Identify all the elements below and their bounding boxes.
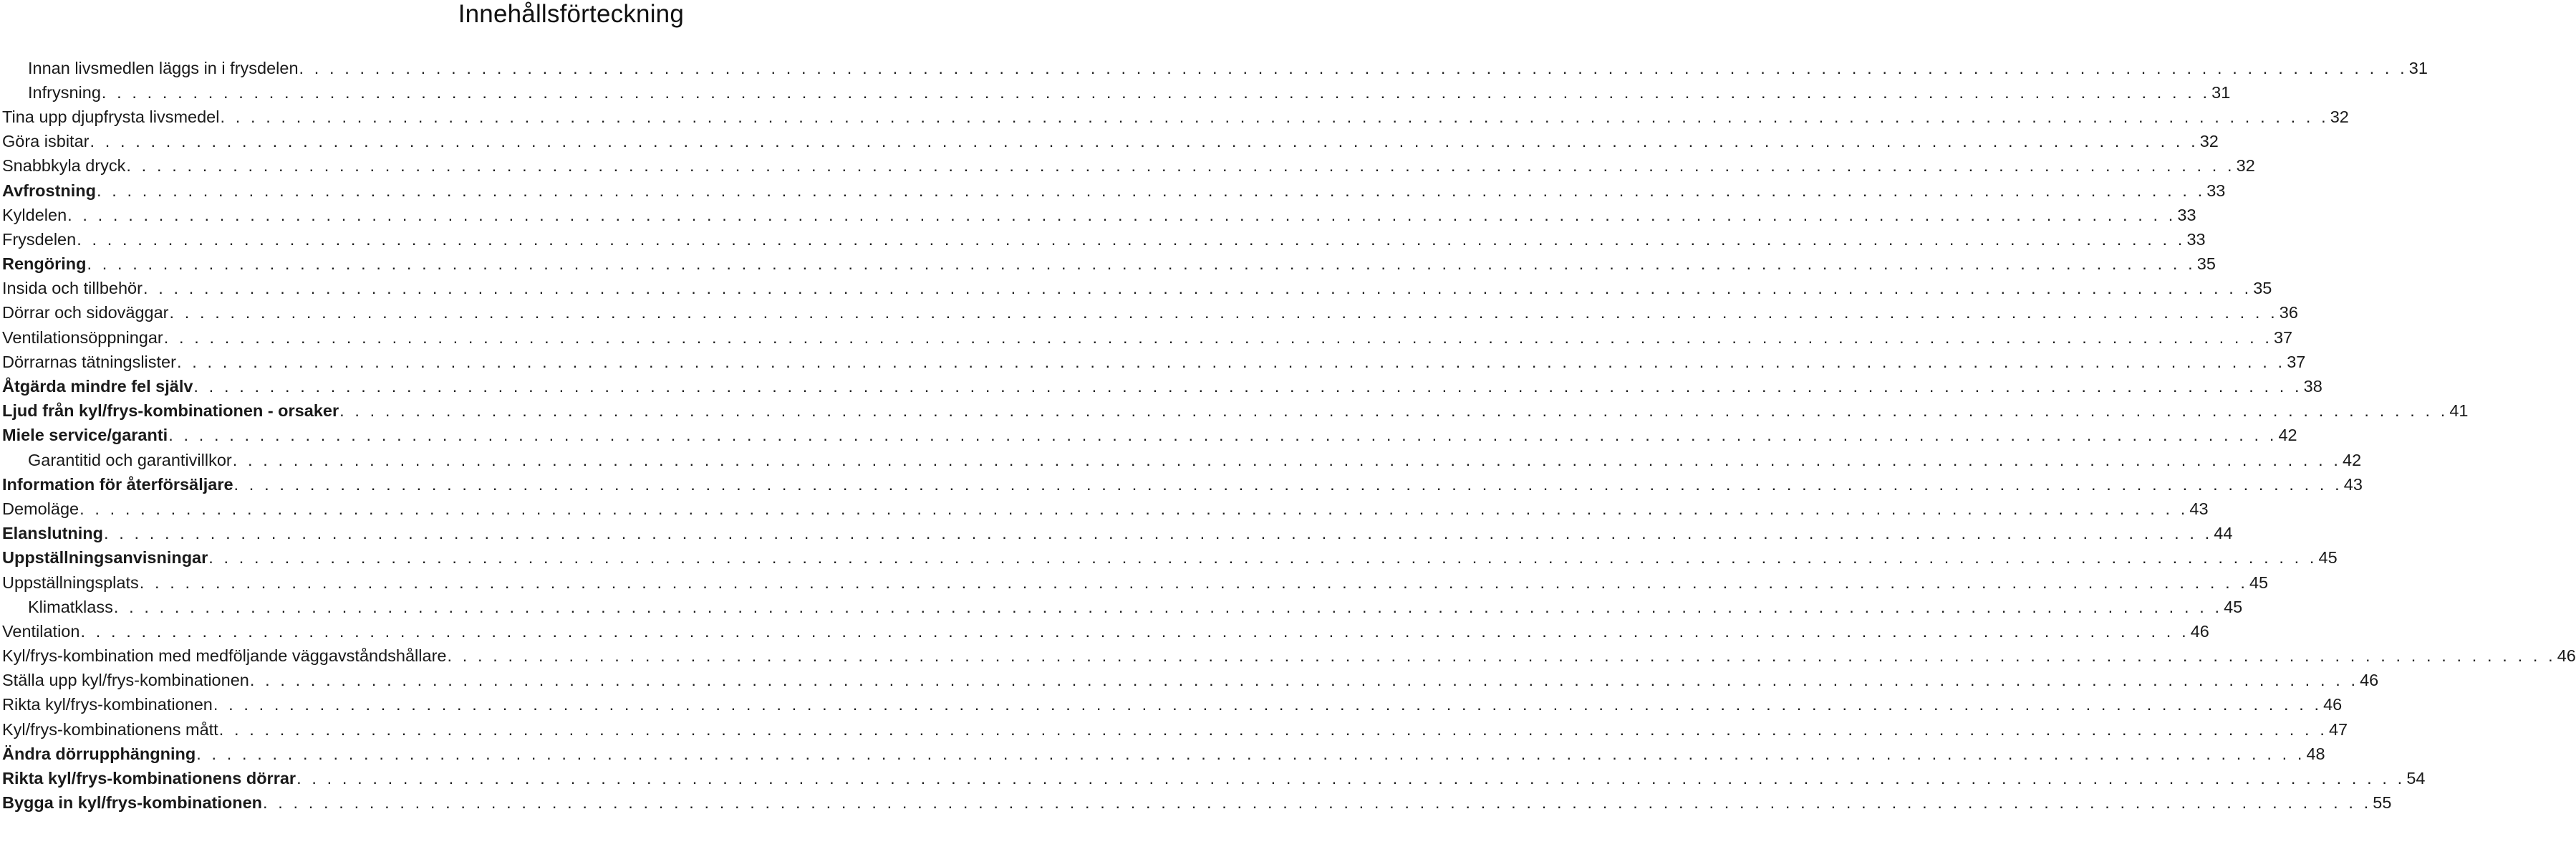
toc-page-number: 45	[2224, 597, 2243, 616]
toc-entry-title: Avfrostning	[2, 181, 96, 200]
toc-dot-leader: . . . . . . . . . . . . . . . . . . . . . . . . . . . . . . . . . . . . . . . . . . . . . . . . . . . . . . . . . . . . . . . . . . . . . . . . . . . . . . . . . . . . . . . . . . . . . . . . . . . . . . . . . . . . . . . . . . . . . . . . . . . . . . . . . . . . . . . . . . .	[213, 695, 2322, 714]
toc-entry-title: Ljud från kyl/frys-kombinationen - orsaker	[2, 401, 339, 421]
toc-dot-leader: . . . . . . . . . . . . . . . . . . . . . . . . . . . . . . . . . . . . . . . . . . . . . . . . . . . . . . . . . . . . . . . . . . . . . . . . . . . . . . . . . . . . . . . . . . . . . . . . . . . . . . . . . . . . . . . . . . . . . . . . . . . . . . . . . . . . . . . . . . .	[90, 132, 2199, 151]
toc-subsection-link[interactable]	[0, 301, 2298, 325]
toc-page-number: 42	[2343, 450, 2362, 469]
toc-subsection-link[interactable]	[0, 693, 2343, 717]
toc-page-number: 32	[2330, 107, 2349, 126]
toc-page-number: 43	[2189, 499, 2209, 518]
toc-entry-title: Klimatklass	[28, 597, 113, 616]
toc-entry-title: Snabbkyla dryck	[2, 156, 126, 176]
toc-dot-leader: . . . . . . . . . . . . . . . . . . . . . . . . . . . . . . . . . . . . . . . . . . . . . . . . . . . . . . . . . . . . . . . . . . . . . . . . . . . . . . . . . . . . . . . . . . . . . . . . . . . . . . . . . . . . . . . . . . . . . . . . . . . . . . . . . . . . . . . . . . .	[447, 646, 2556, 666]
toc-entry-title: Dörrarnas tätningslister	[2, 352, 176, 371]
toc-page-number: 31	[2408, 58, 2428, 77]
toc-dot-leader: . . . . . . . . . . . . . . . . . . . . . . . . . . . . . . . . . . . . . . . . . . . . . . . . . . . . . . . . . . . . . . . . . . . . . . . . . . . . . . . . . . . . . . . . . . . . . . . . . . . . . . . . . . . . . . . . . . . . . . . . . . . . . . . . . . . . . . . . . . .	[263, 793, 2372, 813]
toc-entry-title: Demoläge	[2, 499, 79, 518]
toc-entry-title: Bygga in kyl/frys-kombinationen	[2, 793, 263, 813]
toc-section-link[interactable]	[0, 374, 2322, 398]
toc-page-number: 43	[2343, 474, 2363, 494]
toc-entry-title: Insida och tillbehör	[2, 279, 143, 298]
toc-entry-title: Göra isbitar	[2, 132, 90, 151]
toc-page-number: 46	[2360, 671, 2379, 690]
toc-entry-title: Uppställningsplats	[2, 573, 139, 592]
toc-section-link[interactable]	[0, 546, 2338, 570]
toc-dot-leader: . . . . . . . . . . . . . . . . . . . . . . . . . . . . . . . . . . . . . . . . . . . . . . . . . . . . . . . . . . . . . . . . . . . . . . . . . . . . . . . . . . . . . . . . . . . . . . . . . . . . . . . . . . . . . . . . . . . . . . . . . . . . . . . . . . . . . . . . . . .	[80, 621, 2189, 641]
toc-entry-title: Uppställningsanvisningar	[2, 548, 208, 568]
toc-page-number: 35	[2253, 279, 2272, 298]
toc-subsection-link[interactable]	[0, 644, 2576, 669]
toc-entry-title: Infrysning	[28, 82, 101, 102]
toc-page-number: 32	[2236, 156, 2255, 176]
toc-page-number: 36	[2279, 303, 2298, 322]
toc-dot-leader: . . . . . . . . . . . . . . . . . . . . . . . . . . . . . . . . . . . . . . . . . . . . . . . . . . . . . . . . . . . . . . . . . . . . . . . . . . . . . . . . . . . . . . . . . . . . . . . . . . . . . . . . . . . . . . . . . . . . . . . . . . . . . . . . . . . . . . . . . . .	[218, 719, 2327, 739]
toc-dot-leader: . . . . . . . . . . . . . . . . . . . . . . . . . . . . . . . . . . . . . . . . . . . . . . . . . . . . . . . . . . . . . . . . . . . . . . . . . . . . . . . . . . . . . . . . . . . . . . . . . . . . . . . . . . . . . . . . . . . . . . . . . . . . . . . . . . . . . . . . . . .	[79, 499, 2189, 518]
toc-dot-leader: . . . . . . . . . . . . . . . . . . . . . . . . . . . . . . . . . . . . . . . . . . . . . . . . . . . . . . . . . . . . . . . . . . . . . . . . . . . . . . . . . . . . . . . . . . . . . . . . . . . . . . . . . . . . . . . . . . . . . . . . . . . . . . . . . . . . . . . . . . .	[168, 426, 2277, 445]
toc-dot-leader: . . . . . . . . . . . . . . . . . . . . . . . . . . . . . . . . . . . . . . . . . . . . . . . . . . . . . . . . . . . . . . . . . . . . . . . . . . . . . . . . . . . . . . . . . . . . . . . . . . . . . . . . . . . . . . . . . . . . . . . . . . . . . . . . . . . . . . . . . . .	[232, 450, 2341, 469]
toc-entry-title: Åtgärda mindre fel själv	[2, 377, 193, 396]
toc-dot-leader: . . . . . . . . . . . . . . . . . . . . . . . . . . . . . . . . . . . . . . . . . . . . . . . . . . . . . . . . . . . . . . . . . . . . . . . . . . . . . . . . . . . . . . . . . . . . . . . . . . . . . . . . . . . . . . . . . . . . . . . . . . . . . . . . . . . . . . . . . . .	[220, 107, 2329, 126]
toc-dot-leader: . . . . . . . . . . . . . . . . . . . . . . . . . . . . . . . . . . . . . . . . . . . . . . . . . . . . . . . . . . . . . . . . . . . . . . . . . . . . . . . . . . . . . . . . . . . . . . . . . . . . . . . . . . . . . . . . . . . . . . . . . . . . . . . . . . . . . . . . . . .	[163, 327, 2272, 347]
toc-entry-title: Rikta kyl/frys-kombinationens dörrar	[2, 769, 296, 788]
toc-section-link[interactable]	[0, 791, 2392, 815]
toc-page-number: 35	[2196, 254, 2216, 274]
toc-entry-title: Frysdelen	[2, 229, 77, 249]
toc-dot-leader: . . . . . . . . . . . . . . . . . . . . . . . . . . . . . . . . . . . . . . . . . . . . . . . . . . . . . . . . . . . . . . . . . . . . . . . . . . . . . . . . . . . . . . . . . . . . . . . . . . . . . . . . . . . . . . . . . . . . . . . . . . . . . . . . . . . . . . . . . . .	[87, 254, 2196, 274]
toc-dot-leader: . . . . . . . . . . . . . . . . . . . . . . . . . . . . . . . . . . . . . . . . . . . . . . . . . . . . . . . . . . . . . . . . . . . . . . . . . . . . . . . . . . . . . . . . . . . . . . . . . . . . . . . . . . . . . . . . . . . . . . . . . . . . . . . . . . . . . . . . . . .	[104, 524, 2213, 543]
toc-page-number: 33	[2186, 229, 2206, 249]
toc-page-number: 55	[2373, 793, 2392, 813]
toc-page-number: 37	[2287, 352, 2306, 371]
toc-page-number: 37	[2273, 327, 2293, 347]
toc-entry-title: Dörrar och sidoväggar	[2, 303, 169, 322]
toc-entry-title: Ändra dörrupphängning	[2, 744, 196, 763]
toc-dot-leader: . . . . . . . . . . . . . . . . . . . . . . . . . . . . . . . . . . . . . . . . . . . . . . . . . . . . . . . . . . . . . . . . . . . . . . . . . . . . . . . . . . . . . . . . . . . . . . . . . . . . . . . . . . . . . . . . . . . . . . . . . . . . . . . . . . . . . . . . . . .	[139, 573, 2248, 592]
toc-dot-leader: . . . . . . . . . . . . . . . . . . . . . . . . . . . . . . . . . . . . . . . . . . . . . . . . . . . . . . . . . . . . . . . . . . . . . . . . . . . . . . . . . . . . . . . . . . . . . . . . . . . . . . . . . . . . . . . . . . . . . . . . . . . . . . . . . . . . . . . . . . .	[196, 744, 2305, 763]
toc-subsection-link[interactable]	[0, 350, 2306, 374]
toc-dot-leader: . . . . . . . . . . . . . . . . . . . . . . . . . . . . . . . . . . . . . . . . . . . . . . . . . . . . . . . . . . . . . . . . . . . . . . . . . . . . . . . . . . . . . . . . . . . . . . . . . . . . . . . . . . . . . . . . . . . . . . . . . . . . . . . . . . . . . . . . . . .	[296, 769, 2406, 788]
toc-dot-leader: . . . . . . . . . . . . . . . . . . . . . . . . . . . . . . . . . . . . . . . . . . . . . . . . . . . . . . . . . . . . . . . . . . . . . . . . . . . . . . . . . . . . . . . . . . . . . . . . . . . . . . . . . . . . . . . . . . . . . . . . . . . . . . . . . . . . . . . . . . .	[96, 181, 2206, 200]
toc-entry-title: Ställa upp kyl/frys-kombinationen	[2, 671, 249, 690]
toc-page-number: 38	[2303, 377, 2322, 396]
toc-entry-title: Information för återförsäljare	[2, 474, 233, 494]
toc-subsection-link[interactable]	[0, 227, 2206, 252]
toc-page-number: 45	[2249, 573, 2269, 592]
table-of-contents	[0, 56, 2576, 815]
toc-entry-title: Miele service/garanti	[2, 426, 168, 445]
toc-page-number: 44	[2214, 524, 2233, 543]
toc-page-number: 46	[2190, 621, 2209, 641]
toc-entry-title: Kyldelen	[2, 205, 67, 224]
toc-section-link[interactable]	[0, 522, 2233, 546]
toc-page-number: 33	[2206, 181, 2226, 200]
toc-subsection-link[interactable]	[0, 130, 2219, 154]
toc-subsection-link[interactable]	[0, 56, 2428, 80]
toc-section-link[interactable]	[0, 178, 2226, 203]
toc-page-number: 48	[2306, 744, 2325, 763]
toc-dot-leader: . . . . . . . . . . . . . . . . . . . . . . . . . . . . . . . . . . . . . . . . . . . . . . . . . . . . . . . . . . . . . . . . . . . . . . . . . . . . . . . . . . . . . . . . . . . . . . . . . . . . . . . . . . . . . . . . . . . . . . . . . . . . . . . . . . . . . . . . . . .	[169, 303, 2278, 322]
toc-subsection-link[interactable]	[0, 105, 2349, 129]
toc-entry-title: Ventilationsöppningar	[2, 327, 163, 347]
toc-entry-title: Tina upp djupfrysta livsmedel	[2, 107, 220, 126]
toc-subsection-link[interactable]	[0, 497, 2209, 521]
toc-dot-leader: . . . . . . . . . . . . . . . . . . . . . . . . . . . . . . . . . . . . . . . . . . . . . . . . . . . . . . . . . . . . . . . . . . . . . . . . . . . . . . . . . . . . . . . . . . . . . . . . . . . . . . . . . . . . . . . . . . . . . . . . . . . . . . . . . . . . . . . . . . .	[126, 156, 2235, 176]
toc-dot-leader: . . . . . . . . . . . . . . . . . . . . . . . . . . . . . . . . . . . . . . . . . . . . . . . . . . . . . . . . . . . . . . . . . . . . . . . . . . . . . . . . . . . . . . . . . . . . . . . . . . . . . . . . . . . . . . . . . . . . . . . . . . . . . . . . . . . . . . . . . . .	[67, 205, 2176, 224]
toc-subsection-link[interactable]	[0, 277, 2272, 301]
toc-dot-leader: . . . . . . . . . . . . . . . . . . . . . . . . . . . . . . . . . . . . . . . . . . . . . . . . . . . . . . . . . . . . . . . . . . . . . . . . . . . . . . . . . . . . . . . . . . . . . . . . . . . . . . . . . . . . . . . . . . . . . . . . . . . . . . . . . . . . . . . . . . .	[299, 58, 2408, 77]
toc-entry-title: Ventilation	[2, 621, 80, 641]
page-title: Innehållsförteckning	[458, 0, 684, 28]
toc-page-number: 54	[2406, 769, 2426, 788]
toc-entry-title: Kyl/frys-kombinationens mått	[2, 719, 218, 739]
toc-dot-leader: . . . . . . . . . . . . . . . . . . . . . . . . . . . . . . . . . . . . . . . . . . . . . . . . . . . . . . . . . . . . . . . . . . . . . . . . . . . . . . . . . . . . . . . . . . . . . . . . . . . . . . . . . . . . . . . . . . . . . . . . . . . . . . . . . . . . . . . . . . .	[193, 377, 2302, 396]
toc-subsection-link[interactable]	[0, 154, 2255, 178]
toc-page-number: 47	[2328, 719, 2348, 739]
toc-section-link[interactable]	[0, 742, 2325, 766]
toc-subsection-link[interactable]	[0, 669, 2379, 693]
toc-dot-leader: . . . . . . . . . . . . . . . . . . . . . . . . . . . . . . . . . . . . . . . . . . . . . . . . . . . . . . . . . . . . . . . . . . . . . . . . . . . . . . . . . . . . . . . . . . . . . . . . . . . . . . . . . . . . . . . . . . . . . . . . . . . . . . . . . . . . . . . . . . .	[77, 229, 2186, 249]
toc-entry-title: Innan livsmedlen läggs in i frysdelen	[28, 58, 299, 77]
toc-section-link[interactable]	[0, 423, 2297, 448]
toc-section-link[interactable]	[0, 472, 2363, 497]
toc-subsection-link[interactable]	[0, 595, 2243, 619]
toc-dot-leader: . . . . . . . . . . . . . . . . . . . . . . . . . . . . . . . . . . . . . . . . . . . . . . . . . . . . . . . . . . . . . . . . . . . . . . . . . . . . . . . . . . . . . . . . . . . . . . . . . . . . . . . . . . . . . . . . . . . . . . . . . . . . . . . . . . . . . . . . . . .	[113, 597, 2223, 616]
toc-page-number: 45	[2318, 548, 2338, 568]
toc-entry-title: Garantitid och garantivillkor	[28, 450, 232, 469]
toc-dot-leader: . . . . . . . . . . . . . . . . . . . . . . . . . . . . . . . . . . . . . . . . . . . . . . . . . . . . . . . . . . . . . . . . . . . . . . . . . . . . . . . . . . . . . . . . . . . . . . . . . . . . . . . . . . . . . . . . . . . . . . . . . . . . . . . . . . . . . . . . . . .	[233, 474, 2343, 494]
toc-page-number: 46	[2323, 695, 2343, 714]
toc-dot-leader: . . . . . . . . . . . . . . . . . . . . . . . . . . . . . . . . . . . . . . . . . . . . . . . . . . . . . . . . . . . . . . . . . . . . . . . . . . . . . . . . . . . . . . . . . . . . . . . . . . . . . . . . . . . . . . . . . . . . . . . . . . . . . . . . . . . . . . . . . . .	[208, 548, 2317, 568]
toc-subsection-link[interactable]	[0, 325, 2293, 350]
toc-section-link[interactable]	[0, 399, 2469, 423]
toc-subsection-link[interactable]	[0, 203, 2196, 227]
toc-entry-title: Kyl/frys-kombination med medföljande väggavståndshållare	[2, 646, 447, 666]
toc-dot-leader: . . . . . . . . . . . . . . . . . . . . . . . . . . . . . . . . . . . . . . . . . . . . . . . . . . . . . . . . . . . . . . . . . . . . . . . . . . . . . . . . . . . . . . . . . . . . . . . . . . . . . . . . . . . . . . . . . . . . . . . . . . . . . . . . . . . . . . . . . . .	[339, 401, 2449, 421]
toc-entry-title: Rengöring	[2, 254, 87, 274]
toc-subsection-link[interactable]	[0, 717, 2348, 742]
toc-page-number: 42	[2278, 426, 2297, 445]
toc-page-number: 46	[2557, 646, 2576, 666]
toc-subsection-link[interactable]	[0, 448, 2362, 472]
toc-subsection-link[interactable]	[0, 570, 2269, 595]
toc-dot-leader: . . . . . . . . . . . . . . . . . . . . . . . . . . . . . . . . . . . . . . . . . . . . . . . . . . . . . . . . . . . . . . . . . . . . . . . . . . . . . . . . . . . . . . . . . . . . . . . . . . . . . . . . . . . . . . . . . . . . . . . . . . . . . . . . . . . . . . . . . . .	[176, 352, 2286, 371]
toc-page-number: 41	[2449, 401, 2469, 421]
toc-page-number: 31	[2211, 82, 2231, 102]
toc-dot-leader: . . . . . . . . . . . . . . . . . . . . . . . . . . . . . . . . . . . . . . . . . . . . . . . . . . . . . . . . . . . . . . . . . . . . . . . . . . . . . . . . . . . . . . . . . . . . . . . . . . . . . . . . . . . . . . . . . . . . . . . . . . . . . . . . . . . . . . . . . . .	[143, 279, 2252, 298]
toc-subsection-link[interactable]	[0, 619, 2209, 643]
toc-section-link[interactable]	[0, 766, 2426, 790]
toc-page-number: 32	[2199, 132, 2219, 151]
toc-dot-leader: . . . . . . . . . . . . . . . . . . . . . . . . . . . . . . . . . . . . . . . . . . . . . . . . . . . . . . . . . . . . . . . . . . . . . . . . . . . . . . . . . . . . . . . . . . . . . . . . . . . . . . . . . . . . . . . . . . . . . . . . . . . . . . . . . . . . . . . . . . .	[101, 82, 2211, 102]
toc-entry-title: Elanslutning	[2, 524, 103, 543]
toc-dot-leader: . . . . . . . . . . . . . . . . . . . . . . . . . . . . . . . . . . . . . . . . . . . . . . . . . . . . . . . . . . . . . . . . . . . . . . . . . . . . . . . . . . . . . . . . . . . . . . . . . . . . . . . . . . . . . . . . . . . . . . . . . . . . . . . . . . . . . . . . . . .	[249, 671, 2359, 690]
toc-page-number: 33	[2177, 205, 2196, 224]
toc-subsection-link[interactable]	[0, 80, 2231, 105]
toc-entry-title: Rikta kyl/frys-kombinationen	[2, 695, 213, 714]
toc-section-link[interactable]	[0, 252, 2216, 277]
